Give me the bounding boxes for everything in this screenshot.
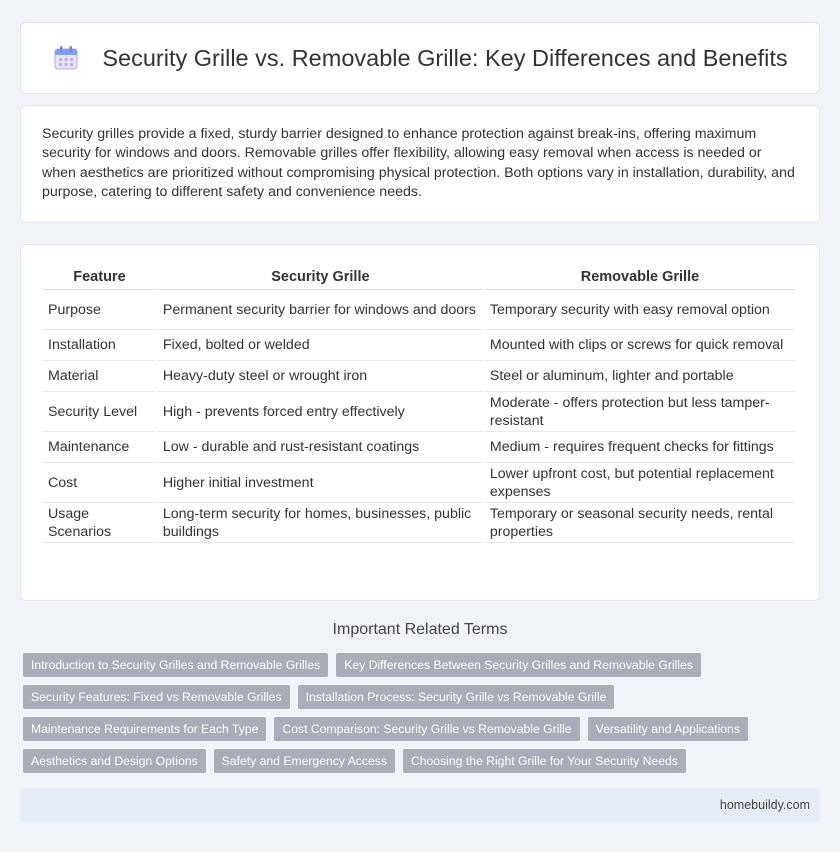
- related-tag[interactable]: Security Features: Fixed vs Removable Grilles: [23, 685, 290, 709]
- footer-site[interactable]: homebuildy.com: [719, 798, 810, 812]
- table-row: [43, 503, 795, 543]
- page-title: Security Grille vs. Removable Grille: Key Differences and Benefits: [102, 44, 788, 71]
- removable-cell: Mounted with clips or screws for quick removal: [485, 330, 795, 361]
- table-row: [43, 330, 795, 361]
- related-tag[interactable]: Versatility and Applications: [588, 717, 748, 741]
- related-tag[interactable]: Maintenance Requirements for Each Type: [23, 717, 266, 741]
- related-tag[interactable]: Key Differences Between Security Grilles and Removable Grilles: [336, 653, 701, 677]
- table-header-row: [43, 267, 795, 290]
- related-terms-tags: [23, 653, 823, 781]
- removable-cell: Medium - requires frequent checks for fittings: [485, 432, 795, 463]
- tag-row: [23, 717, 823, 741]
- related-terms-title: Important Related Terms: [332, 621, 508, 638]
- tag-row: [23, 653, 823, 677]
- related-tag[interactable]: Safety and Emergency Access: [214, 749, 395, 773]
- related-tag[interactable]: Choosing the Right Grille for Your Security Needs: [403, 749, 686, 773]
- removable-cell: Temporary or seasonal security needs, rental properties: [485, 503, 795, 543]
- security-cell: High - prevents forced entry effectively: [158, 392, 483, 432]
- security-cell: Long-term security for homes, businesses, public buildings: [158, 503, 483, 543]
- header-card: [20, 22, 820, 94]
- calendar-icon: [52, 44, 80, 72]
- table-row: [43, 432, 795, 463]
- header-feature: Feature: [43, 267, 156, 290]
- removable-cell: Temporary security with easy removal option: [485, 290, 795, 330]
- feature-cell: Installation: [43, 330, 156, 361]
- table-row: [43, 290, 795, 330]
- related-tag[interactable]: Installation Process: Security Grille vs Removable Grille: [298, 685, 615, 709]
- comparison-card: [20, 244, 820, 601]
- feature-cell: Purpose: [43, 290, 156, 330]
- footer: [20, 788, 820, 822]
- table-row: [43, 463, 795, 503]
- header-security-grille: Security Grille: [158, 267, 483, 290]
- tag-row: [23, 749, 823, 773]
- feature-cell: Maintenance: [43, 432, 156, 463]
- intro-card: [20, 105, 820, 223]
- table-row: [43, 361, 795, 392]
- security-cell: Fixed, bolted or welded: [158, 330, 483, 361]
- security-cell: Higher initial investment: [158, 463, 483, 503]
- security-cell: Heavy-duty steel or wrought iron: [158, 361, 483, 392]
- header-removable-grille: Removable Grille: [485, 267, 795, 290]
- tag-row: [23, 685, 823, 709]
- intro-text: Security grilles provide a fixed, sturdy barrier designed to enhance protection against break-ins, offering maximum security for windows and doors. Removable grilles offer flexibility, allowing easy removal when access is needed or when aesthetics are prioritized without compromising physical protection. Both options vary in installation, durability, and purpose, catering to different safety and convenience needs.: [42, 126, 795, 200]
- feature-cell: Security Level: [43, 392, 156, 432]
- feature-cell: Material: [43, 361, 156, 392]
- feature-cell: Usage Scenarios: [43, 503, 156, 543]
- related-tag[interactable]: Aesthetics and Design Options: [23, 749, 206, 773]
- removable-cell: Moderate - offers protection but less tamper-resistant: [485, 392, 795, 432]
- removable-cell: Lower upfront cost, but potential replacement expenses: [485, 463, 795, 503]
- table-row: [43, 392, 795, 432]
- related-tag[interactable]: Introduction to Security Grilles and Removable Grilles: [23, 653, 328, 677]
- comparison-table: [41, 267, 797, 543]
- removable-cell: Steel or aluminum, lighter and portable: [485, 361, 795, 392]
- security-cell: Low - durable and rust-resistant coatings: [158, 432, 483, 463]
- security-cell: Permanent security barrier for windows and doors: [158, 290, 483, 330]
- related-tag[interactable]: Cost Comparison: Security Grille vs Removable Grille: [274, 717, 579, 741]
- feature-cell: Cost: [43, 463, 156, 503]
